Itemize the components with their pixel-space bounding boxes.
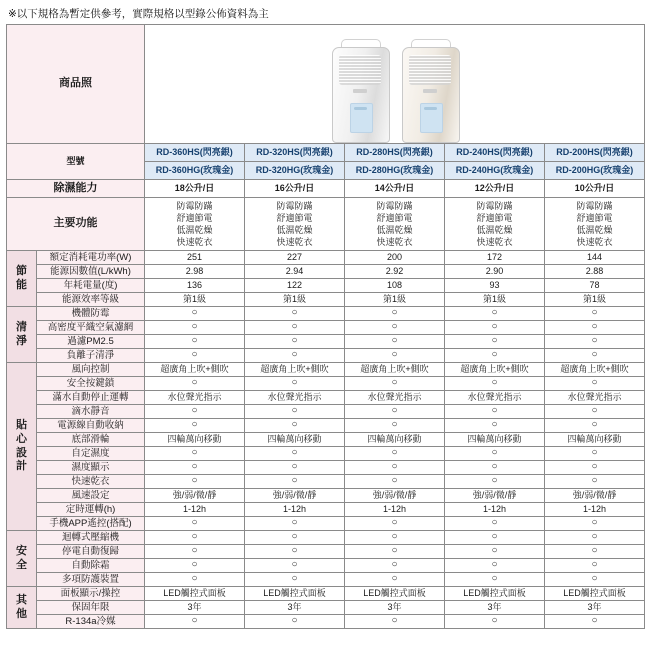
cell-value: 超廣角上吹+側吹 <box>245 363 345 377</box>
product-photo-group <box>145 27 644 141</box>
cell-value: 1-12h <box>145 503 245 517</box>
cell-value: 第1級 <box>445 293 545 307</box>
model-gold-2: RD-280HG(玫瑰金) <box>345 162 445 180</box>
cell-value: ○ <box>445 377 545 391</box>
cell-value: LED觸控式面板 <box>545 587 645 601</box>
disclaimer-note: ※以下規格為暫定供參考，實際規格以型錄公佈資料為主 <box>8 8 269 20</box>
table-row <box>7 503 645 517</box>
cell-value: ○ <box>545 573 645 587</box>
row-label-model: 型號 <box>7 144 145 180</box>
cell-value: 強/弱/微/靜 <box>145 489 245 503</box>
cell-value: ○ <box>445 307 545 321</box>
row-label: 自定濕度 <box>37 447 145 461</box>
cell-value: ○ <box>245 475 345 489</box>
cell-value: 1-12h <box>345 503 445 517</box>
table-row <box>7 447 645 461</box>
table-row-main-function <box>7 198 645 251</box>
cell-value: 第1級 <box>345 293 445 307</box>
cell-value: ○ <box>345 545 445 559</box>
cell-value: 78 <box>545 279 645 293</box>
model-silver-0: RD-360HS(閃亮銀) <box>145 144 245 162</box>
cell-value: 水位聲光指示 <box>145 391 245 405</box>
cell-value: ○ <box>245 573 345 587</box>
table-row <box>7 391 645 405</box>
capacity-4: 10公升/日 <box>545 180 645 198</box>
cell-value: 四輪萬向移動 <box>145 433 245 447</box>
cell-value: 四輪萬向移動 <box>345 433 445 447</box>
cell-value: ○ <box>145 321 245 335</box>
cell-value: ○ <box>345 531 445 545</box>
main-function-2: 防霉防蹣 舒適節電 低濕乾燥 快速乾衣 <box>345 198 445 251</box>
cell-value: ○ <box>245 461 345 475</box>
cell-value: ○ <box>545 517 645 531</box>
cell-value: ○ <box>445 447 545 461</box>
cell-value: ○ <box>145 419 245 433</box>
row-label: 年耗電量(度) <box>37 279 145 293</box>
cell-value: LED觸控式面板 <box>345 587 445 601</box>
section-label-1: 清 淨 <box>7 307 37 363</box>
cell-value: ○ <box>545 559 645 573</box>
cell-value: ○ <box>545 321 645 335</box>
table-row <box>7 475 645 489</box>
cell-value: 227 <box>245 251 345 265</box>
cell-value: ○ <box>145 531 245 545</box>
main-function-0: 防霉防蹣 舒適節電 低濕乾燥 快速乾衣 <box>145 198 245 251</box>
capacity-3: 12公升/日 <box>445 180 545 198</box>
cell-value: ○ <box>445 349 545 363</box>
cell-value: ○ <box>545 419 645 433</box>
cell-value: ○ <box>345 335 445 349</box>
table-row <box>7 405 645 419</box>
cell-value: ○ <box>245 615 345 629</box>
cell-value: ○ <box>245 349 345 363</box>
cell-value: ○ <box>445 531 545 545</box>
cell-value: 四輪萬向移動 <box>545 433 645 447</box>
cell-value: ○ <box>245 321 345 335</box>
cell-value: ○ <box>545 461 645 475</box>
row-label: 負離子清淨 <box>37 349 145 363</box>
row-label-photo: 商品照 <box>7 25 145 144</box>
cell-value: ○ <box>545 335 645 349</box>
cell-value: ○ <box>345 517 445 531</box>
section-label-2: 貼 心 設 計 <box>7 363 37 531</box>
cell-value: ○ <box>545 377 645 391</box>
capacity-0: 18公升/日 <box>145 180 245 198</box>
cell-value: ○ <box>545 405 645 419</box>
row-label: 過濾PM2.5 <box>37 335 145 349</box>
section-label-0: 節 能 <box>7 251 37 307</box>
table-row <box>7 461 645 475</box>
cell-value: 超廣角上吹+側吹 <box>145 363 245 377</box>
cell-value: 3年 <box>545 601 645 615</box>
spec-table <box>6 24 645 629</box>
cell-value: ○ <box>245 419 345 433</box>
cell-value: ○ <box>345 475 445 489</box>
cell-value: ○ <box>145 461 245 475</box>
cell-value: ○ <box>345 573 445 587</box>
cell-value: 強/弱/微/靜 <box>445 489 545 503</box>
cell-value: ○ <box>145 335 245 349</box>
cell-value: 2.92 <box>345 265 445 279</box>
table-row <box>7 433 645 447</box>
cell-value: ○ <box>145 405 245 419</box>
row-label: 濕度顯示 <box>37 461 145 475</box>
row-label: 額定消耗電功率(W) <box>37 251 145 265</box>
cell-value: LED觸控式面板 <box>445 587 545 601</box>
model-gold-4: RD-200HG(玫瑰金) <box>545 162 645 180</box>
cell-value: ○ <box>145 307 245 321</box>
cell-value: ○ <box>445 517 545 531</box>
row-label: 風速設定 <box>37 489 145 503</box>
row-label: 滴水靜音 <box>37 405 145 419</box>
cell-value: ○ <box>145 545 245 559</box>
cell-value: 超廣角上吹+側吹 <box>545 363 645 377</box>
cell-value: ○ <box>545 545 645 559</box>
cell-value: 3年 <box>145 601 245 615</box>
model-silver-3: RD-240HS(閃亮銀) <box>445 144 545 162</box>
row-label: 快速乾衣 <box>37 475 145 489</box>
cell-value: 3年 <box>345 601 445 615</box>
table-row <box>7 349 645 363</box>
cell-value: 四輪萬向移動 <box>445 433 545 447</box>
cell-value: ○ <box>445 405 545 419</box>
cell-value: ○ <box>345 615 445 629</box>
model-gold-3: RD-240HG(玫瑰金) <box>445 162 545 180</box>
cell-value: ○ <box>545 531 645 545</box>
cell-value: 強/弱/微/靜 <box>545 489 645 503</box>
table-row <box>7 419 645 433</box>
cell-value: ○ <box>345 405 445 419</box>
table-row <box>7 489 645 503</box>
cell-value: LED觸控式面板 <box>145 587 245 601</box>
cell-value: 第1級 <box>145 293 245 307</box>
row-label: 停電自動復歸 <box>37 545 145 559</box>
table-row <box>7 545 645 559</box>
model-silver-4: RD-200HS(閃亮銀) <box>545 144 645 162</box>
cell-value: 3年 <box>445 601 545 615</box>
table-row-photo <box>7 25 645 144</box>
cell-value: ○ <box>345 349 445 363</box>
table-row-model-silver <box>7 144 645 162</box>
section-label-4: 其 他 <box>7 587 37 629</box>
cell-value: 2.90 <box>445 265 545 279</box>
table-row <box>7 587 645 601</box>
table-row <box>7 615 645 629</box>
cell-value: ○ <box>245 531 345 545</box>
cell-value: 2.94 <box>245 265 345 279</box>
cell-value: ○ <box>245 335 345 349</box>
cell-value: ○ <box>345 377 445 391</box>
cell-value: ○ <box>545 615 645 629</box>
cell-value: 3年 <box>245 601 345 615</box>
table-row <box>7 573 645 587</box>
cell-value: ○ <box>545 447 645 461</box>
row-label: 高密度平織空氣濾網 <box>37 321 145 335</box>
cell-value: ○ <box>145 517 245 531</box>
cell-value: ○ <box>345 321 445 335</box>
table-row <box>7 293 645 307</box>
cell-value: ○ <box>345 307 445 321</box>
table-row <box>7 335 645 349</box>
table-row <box>7 601 645 615</box>
row-label: 手機APP遙控(搭配) <box>37 517 145 531</box>
row-label: 能源效率等級 <box>37 293 145 307</box>
cell-value: ○ <box>345 461 445 475</box>
main-function-1: 防霉防蹣 舒適節電 低濕乾燥 快速乾衣 <box>245 198 345 251</box>
row-label: 多項防護裝置 <box>37 573 145 587</box>
cell-value: 2.88 <box>545 265 645 279</box>
cell-value: ○ <box>245 405 345 419</box>
table-row <box>7 377 645 391</box>
cell-value: 水位聲光指示 <box>345 391 445 405</box>
cell-value: 1-12h <box>545 503 645 517</box>
cell-value: ○ <box>145 349 245 363</box>
model-silver-1: RD-320HS(閃亮銀) <box>245 144 345 162</box>
row-label: 滿水自動停止運轉 <box>37 391 145 405</box>
row-label: R-134a冷媒 <box>37 615 145 629</box>
table-row <box>7 307 645 321</box>
cell-value: ○ <box>445 461 545 475</box>
cell-value: 2.98 <box>145 265 245 279</box>
cell-value: 水位聲光指示 <box>445 391 545 405</box>
table-row <box>7 517 645 531</box>
row-label: 風向控制 <box>37 363 145 377</box>
row-label: 電源線自動收納 <box>37 419 145 433</box>
main-function-3: 防霉防蹣 舒適節電 低濕乾燥 快速乾衣 <box>445 198 545 251</box>
row-label-main-function: 主要功能 <box>7 198 145 251</box>
cell-value: ○ <box>545 349 645 363</box>
cell-value: ○ <box>445 419 545 433</box>
cell-value: ○ <box>545 307 645 321</box>
table-row <box>7 531 645 545</box>
cell-value: 第1級 <box>545 293 645 307</box>
cell-value: 強/弱/微/靜 <box>245 489 345 503</box>
section-label-3: 安 全 <box>7 531 37 587</box>
row-label-capacity: 除濕能力 <box>7 180 145 198</box>
table-row <box>7 559 645 573</box>
product-photo-cell <box>145 25 645 144</box>
cell-value: ○ <box>145 559 245 573</box>
cell-value: ○ <box>345 447 445 461</box>
cell-value: ○ <box>445 573 545 587</box>
row-label: 機體防霉 <box>37 307 145 321</box>
capacity-1: 16公升/日 <box>245 180 345 198</box>
cell-value: 122 <box>245 279 345 293</box>
cell-value: 1-12h <box>445 503 545 517</box>
row-label: 面板顯示/操控 <box>37 587 145 601</box>
cell-value: ○ <box>145 615 245 629</box>
cell-value: ○ <box>145 475 245 489</box>
spec-table-body <box>7 25 645 251</box>
cell-value: 200 <box>345 251 445 265</box>
cell-value: ○ <box>245 545 345 559</box>
cell-value: ○ <box>245 447 345 461</box>
table-row <box>7 279 645 293</box>
table-row-capacity <box>7 180 645 198</box>
cell-value: 超廣角上吹+側吹 <box>445 363 545 377</box>
table-row <box>7 321 645 335</box>
cell-value: LED觸控式面板 <box>245 587 345 601</box>
cell-value: 超廣角上吹+側吹 <box>345 363 445 377</box>
cell-value: ○ <box>445 545 545 559</box>
cell-value: ○ <box>245 517 345 531</box>
cell-value: 水位聲光指示 <box>545 391 645 405</box>
row-label: 能源因數值(L/kWh) <box>37 265 145 279</box>
cell-value: 1-12h <box>245 503 345 517</box>
cell-value: 93 <box>445 279 545 293</box>
cell-value: ○ <box>445 321 545 335</box>
cell-value: 172 <box>445 251 545 265</box>
dehumidifier-silver-image <box>332 37 388 141</box>
cell-value: ○ <box>445 335 545 349</box>
cell-value: ○ <box>445 559 545 573</box>
cell-value: ○ <box>145 447 245 461</box>
cell-value: 強/弱/微/靜 <box>345 489 445 503</box>
table-row <box>7 363 645 377</box>
cell-value: ○ <box>245 307 345 321</box>
row-label: 定時運轉(h) <box>37 503 145 517</box>
cell-value: 四輪萬向移動 <box>245 433 345 447</box>
cell-value: 136 <box>145 279 245 293</box>
row-label: 底部滑輪 <box>37 433 145 447</box>
row-label: 安全按鍵鎖 <box>37 377 145 391</box>
cell-value: ○ <box>345 419 445 433</box>
model-gold-1: RD-320HG(玫瑰金) <box>245 162 345 180</box>
dehumidifier-gold-image <box>402 37 458 141</box>
cell-value: 水位聲光指示 <box>245 391 345 405</box>
cell-value: 144 <box>545 251 645 265</box>
cell-value: ○ <box>445 475 545 489</box>
cell-value: ○ <box>145 377 245 391</box>
main-function-4: 防霉防蹣 舒適節電 低濕乾燥 快速乾衣 <box>545 198 645 251</box>
cell-value: 108 <box>345 279 445 293</box>
cell-value: 251 <box>145 251 245 265</box>
cell-value: ○ <box>245 377 345 391</box>
model-gold-0: RD-360HG(玫瑰金) <box>145 162 245 180</box>
cell-value: ○ <box>245 559 345 573</box>
row-label: 保固年限 <box>37 601 145 615</box>
capacity-2: 14公升/日 <box>345 180 445 198</box>
cell-value: ○ <box>345 559 445 573</box>
table-row <box>7 251 645 265</box>
table-row <box>7 265 645 279</box>
cell-value: ○ <box>545 475 645 489</box>
cell-value: 第1級 <box>245 293 345 307</box>
spec-sections-body <box>7 251 645 629</box>
cell-value: ○ <box>445 615 545 629</box>
row-label: 自動除霜 <box>37 559 145 573</box>
cell-value: ○ <box>145 573 245 587</box>
row-label: 迴轉式壓縮機 <box>37 531 145 545</box>
model-silver-2: RD-280HS(閃亮銀) <box>345 144 445 162</box>
